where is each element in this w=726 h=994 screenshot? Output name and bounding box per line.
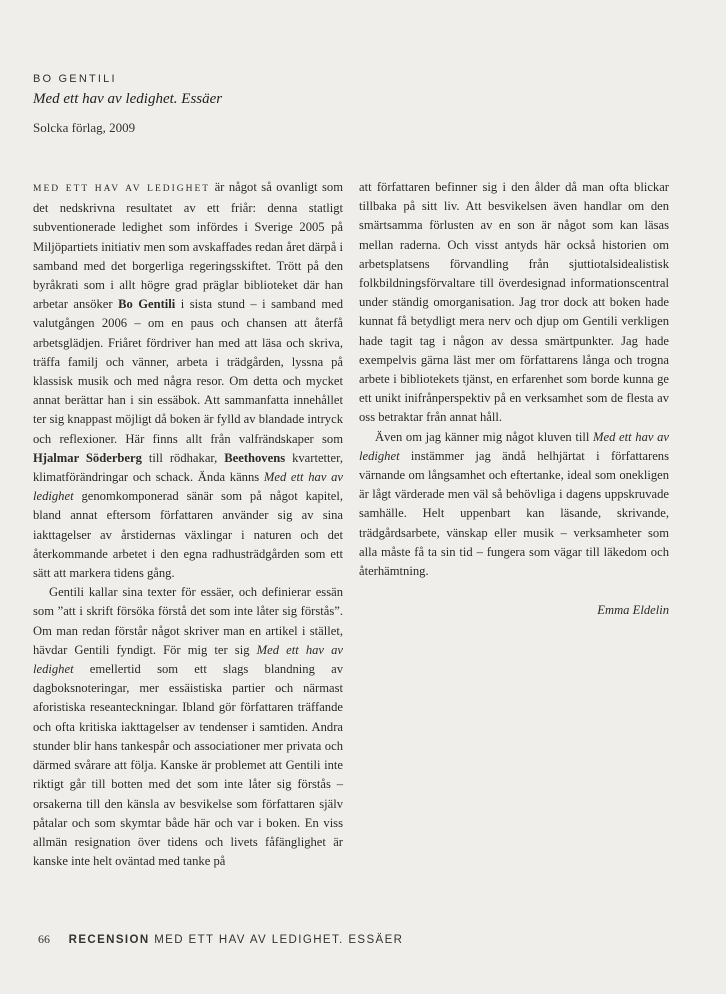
- body-text: instämmer jag ändå helhjärtat i författarens värnande om långsamhet och eftertanke, ideal som onekligen är lågt värderade men väl så behövliga i dagens uppskruvade samhälle. Helt uppenbart kan läsande, skrivande, trädgårdsarbete, vänskap eller musik – verksamheter som alla måste få ta sin tid – fungera som vägar till läkedom och återhämtning.: [359, 448, 669, 579]
- italic-title: Med ett hav av ledighet: [359, 429, 669, 463]
- body-text: är något så ovanligt som det nedskrivna resultatet av ett friår: denna statligt subventionerade ledighet som infördes i Sverige 2005 på Miljöpartiets initiativ men som avskaffades redan året därpå i samband med det borgerliga regeringsskiftet. Trött på den byråkrati som i allt högre grad präglar biblioteket där han arbetar ansöker: [33, 180, 344, 312]
- body-text: genomkomponerad sänär som på något kapitel, bland annat eftersom författaren använder sig av sina iakttagelser av årstidernas växlingar i naturen och det återkommande arbetet i den egna radhusträdgården som ett sätt att markera tidens gång.: [33, 489, 343, 581]
- body-text: Gentili kallar sina texter för essäer, och definierar essän som ”att i skrift försöka förstå det som inte låter sig förstås”. Om man redan förstår något skriver man en artikel i stället, hävdar Gentili fyndigt. För mig ter sig: [33, 585, 343, 657]
- body-text: Även om jag känner mig något kluven till: [375, 429, 594, 444]
- paragraph-3: att författaren befinner sig i den ålder då man ofta blickar tillbaka på sitt liv. Att besvikelsen även handlar om den smärtsamma förlusten av en son är något som kan läsas mellan raderna. Och visst antyds här också historien om arbetsplatsens förvandling från sjuttiotalsidealistisk folkbildningsförvaltare till överdesignad informationscentral under ständig omorganisation. Jag tror dock att boken hade kunnat få betydligt mera nerv och djup om Gentili verkligen hade tagit tag i någon av dessa smärtpunkter. Jag hade exempelvis gärna läst mer om författarens långa och trogna arbete i bibliotekets tjänst, en erfarenhet som borde kunna ge ett unikt inifrånperspektiv på en verksamhet som de flesta av oss betraktar från annat håll.: [359, 180, 669, 425]
- body-text: till rödhakar,: [141, 450, 225, 465]
- bold-name: Beethovens: [224, 450, 286, 465]
- page-footer: [38, 932, 678, 947]
- book-publisher: Solcka förlag, 2009: [33, 120, 136, 135]
- paragraph-1: [33, 178, 343, 583]
- body-text: kvartetter, klimatförändringar och schack. Ända känns: [33, 450, 343, 485]
- paragraph-2: [33, 583, 343, 871]
- section-label: RECENSION: [68, 934, 150, 946]
- bold-name: Hjalmar Söderberg: [33, 450, 142, 465]
- paragraph-4: [359, 428, 669, 582]
- bold-name: Bo Gentili: [118, 297, 176, 312]
- book-author: BO GENTILI: [33, 73, 117, 85]
- review-header: [33, 73, 693, 136]
- book-title: Med ett hav av ledighet. Essäer: [33, 91, 223, 107]
- italic-title: Med ett hav av ledighet: [33, 470, 343, 504]
- running-title: MED ETT HAV AV LEDIGHET. ESSÄER: [154, 934, 404, 946]
- left-column: [33, 178, 343, 871]
- right-column: [359, 178, 669, 620]
- page-number: 66: [38, 932, 50, 946]
- italic-title: Med ett hav av ledighet: [33, 642, 343, 677]
- body-text: i sista stund – i samband med valutgången 2006 – om en paus och chansen att återfå arbetsglädjen. Friåret fördriver han med att läsa och skriva, träffa familj och vänner, arbeta i trädgården, lyssna på klassisk musik och med några resor. Om detta och mycket annat berättar han i sin essäbok. Att sammanfatta innehållet ter sig knappast möjligt då boken är fylld av blandade intryck och reflexioner. Här finns allt från valfrändskaper som: [33, 297, 343, 446]
- lead-smallcaps: MED ETT HAV AV LEDIGHET: [33, 184, 211, 194]
- body-text: emellertid som ett slags blandning av dagboksnoteringar, mer essäistiska partier och närmast aforistiska reseanteckningar. Ibland gör författaren träffande och ofta kritiska iakttagelser av tendenser i samtiden. Andra stunder blir hans tankespår och associationer mer privata och därmed svårare att följa. Kanske är problemet att Gentili inte riktigt går till botten med det som inte låter sig förstås – orsakerna till den känsla av besvikelse som författaren själv påtalar och som skymtar både här och var i boken. En viss allmän resignation över tidens och livets fåfänglighet är kanske inte helt oväntad med tanke på: [33, 662, 343, 869]
- reviewer-signature: Emma Eldelin: [597, 603, 669, 618]
